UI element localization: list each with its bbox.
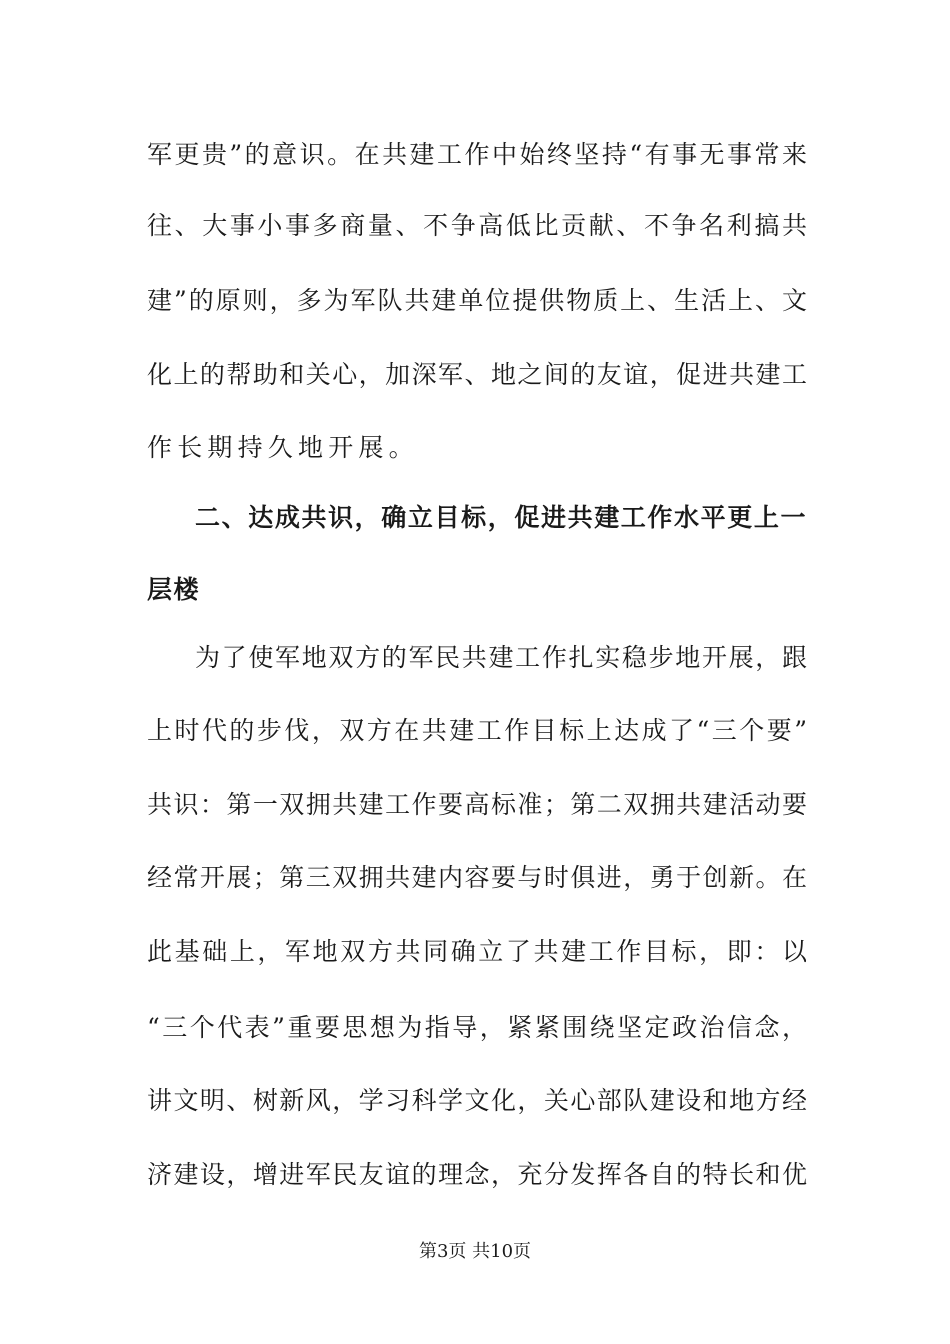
body-text-line: 共识：第一双拥共建工作要高标准；第二双拥共建活动要 — [147, 790, 807, 819]
body-text-line: 化上的帮助和关心，加深军、地之间的友谊，促进共建工 — [147, 360, 807, 389]
body-text-line: 济建设，增进军民友谊的理念，充分发挥各自的特长和优 — [147, 1160, 807, 1189]
body-text-line: 此基础上，军地双方共同确立了共建工作目标，即：以 — [147, 937, 807, 966]
body-text-line: 军更贵”的意识。在共建工作中始终坚持“有事无事常来 — [147, 140, 807, 169]
body-text-line: 作长期持久地开展。 — [147, 433, 419, 462]
body-text-line: “三个代表”重要思想为指导，紧紧围绕坚定政治信念， — [147, 1013, 807, 1042]
body-text-line: 经常开展；第三双拥共建内容要与时俱进，勇于创新。在 — [147, 863, 807, 892]
body-text-line: 讲文明、树新风，学习科学文化，关心部队建设和地方经 — [147, 1086, 807, 1115]
body-text-line: 建”的原则，多为军队共建单位提供物质上、生活上、文 — [147, 286, 807, 315]
body-text-line: 往、大事小事多商量、不争高低比贡献、不争名利搞共 — [147, 211, 807, 240]
section-heading-line: 二、达成共识，确立目标，促进共建工作水平更上一 — [195, 503, 807, 532]
page-number-footer: 第3页 共10页 — [418, 1241, 532, 1262]
body-text-line: 上时代的步伐，双方在共建工作目标上达成了“三个要” — [147, 716, 807, 745]
body-text-line: 为了使军地双方的军民共建工作扎实稳步地开展，跟 — [195, 643, 807, 672]
section-heading-line: 层楼 — [147, 575, 201, 604]
